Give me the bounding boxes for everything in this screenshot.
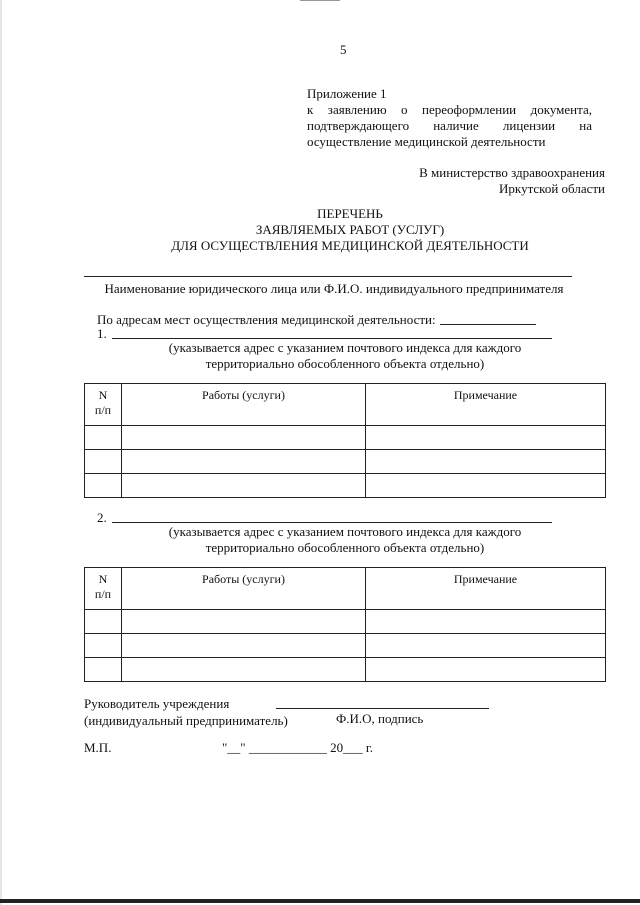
table-1-col-note: Примечание: [366, 384, 606, 426]
table-cell[interactable]: [122, 426, 366, 450]
scan-edge-bottom: [0, 899, 640, 903]
works-table-1: [84, 383, 606, 498]
appendix-title: Приложение 1: [307, 86, 387, 101]
signature-role-line-1: Руководитель учреждения: [84, 696, 230, 711]
title-line-1: ПЕРЕЧЕНЬ: [317, 206, 383, 221]
table-row: [85, 450, 606, 474]
table-cell[interactable]: [366, 634, 606, 658]
works-table-2: [84, 567, 606, 682]
signature-role: [84, 695, 288, 729]
addresses-input-line[interactable]: [440, 324, 536, 325]
table-cell[interactable]: [85, 450, 122, 474]
table-cell[interactable]: [122, 474, 366, 498]
table-row: [85, 634, 606, 658]
section-1-note-line-2: территориально обособленного объекта отдельно): [205, 356, 485, 371]
stamp-label: М.П.: [84, 740, 112, 755]
table-1-col-works: Работы (услуги): [122, 384, 366, 426]
table-cell[interactable]: [366, 450, 606, 474]
table-1-col-number: [85, 384, 122, 426]
section-1-number: 1.: [97, 326, 107, 341]
table-row: [85, 658, 606, 682]
appendix-line-1: к заявлению о переоформлении документа,: [307, 102, 592, 117]
table-1-header-row: [85, 384, 606, 426]
table-cell[interactable]: [122, 634, 366, 658]
table-row: [85, 610, 606, 634]
table-2-col-works: Работы (услуги): [122, 568, 366, 610]
recipient-line-2: Иркутской области: [499, 181, 605, 196]
col-number-line-2: п/п: [94, 403, 112, 417]
page-number: 5: [340, 42, 347, 57]
col-number-line-2: п/п: [94, 587, 112, 601]
appendix-line-2: подтверждающего наличие лицензии на: [307, 118, 592, 133]
col-number-line-1: N: [98, 572, 108, 586]
table-2-col-number: [85, 568, 122, 610]
table-cell[interactable]: [366, 658, 606, 682]
table-2-header-row: [85, 568, 606, 610]
col-number-line-1: N: [98, 388, 108, 402]
applicant-caption: Наименование юридического лица или Ф.И.О. индивидуального предпринимателя: [104, 281, 564, 296]
table-row: [85, 426, 606, 450]
scan-edge-top: [300, 0, 340, 1]
table-cell[interactable]: [85, 610, 122, 634]
recipient-line-1: В министерство здравоохранения: [419, 165, 605, 180]
title-line-3: ДЛЯ ОСУЩЕСТВЛЕНИЯ МЕДИЦИНСКОЙ ДЕЯТЕЛЬНОСТИ: [171, 238, 529, 253]
title-line-2: ЗАЯВЛЯЕМЫХ РАБОТ (УСЛУГ): [255, 222, 445, 237]
table-2-col-note: Примечание: [366, 568, 606, 610]
table-cell[interactable]: [122, 658, 366, 682]
table-cell[interactable]: [85, 426, 122, 450]
table-cell[interactable]: [366, 474, 606, 498]
applicant-name-line[interactable]: [84, 276, 572, 277]
section-1-address-note: [125, 340, 565, 372]
section-2-address-line[interactable]: [112, 522, 552, 523]
recipient-block: [340, 165, 605, 197]
section-1-note-line-1: (указывается адрес с указанием почтового индекса для каждого: [168, 340, 522, 355]
section-1-address-line[interactable]: [112, 338, 552, 339]
date-field[interactable]: "__" ____________ 20___ г.: [222, 740, 373, 755]
appendix-line-3: осуществление медицинской деятельности: [307, 134, 546, 149]
section-2-address-note: [125, 524, 565, 556]
table-cell[interactable]: [366, 426, 606, 450]
appendix-block: [307, 86, 592, 150]
section-2-number: 2.: [97, 510, 107, 525]
table-cell[interactable]: [122, 610, 366, 634]
table-cell[interactable]: [85, 474, 122, 498]
table-cell[interactable]: [122, 450, 366, 474]
section-2-note-line-1: (указывается адрес с указанием почтового индекса для каждого: [168, 524, 522, 539]
document-title: [120, 206, 580, 254]
fio-caption: Ф.И.О, подпись: [336, 711, 424, 726]
section-2-note-line-2: территориально обособленного объекта отдельно): [205, 540, 485, 555]
signature-line[interactable]: [276, 708, 489, 709]
table-cell[interactable]: [366, 610, 606, 634]
signature-role-line-2: (индивидуальный предприниматель): [84, 713, 288, 728]
table-cell[interactable]: [85, 658, 122, 682]
scan-edge-left: [0, 0, 2, 905]
addresses-label: По адресам мест осуществления медицинской деятельности:: [97, 312, 436, 327]
table-row: [85, 474, 606, 498]
table-cell[interactable]: [85, 634, 122, 658]
